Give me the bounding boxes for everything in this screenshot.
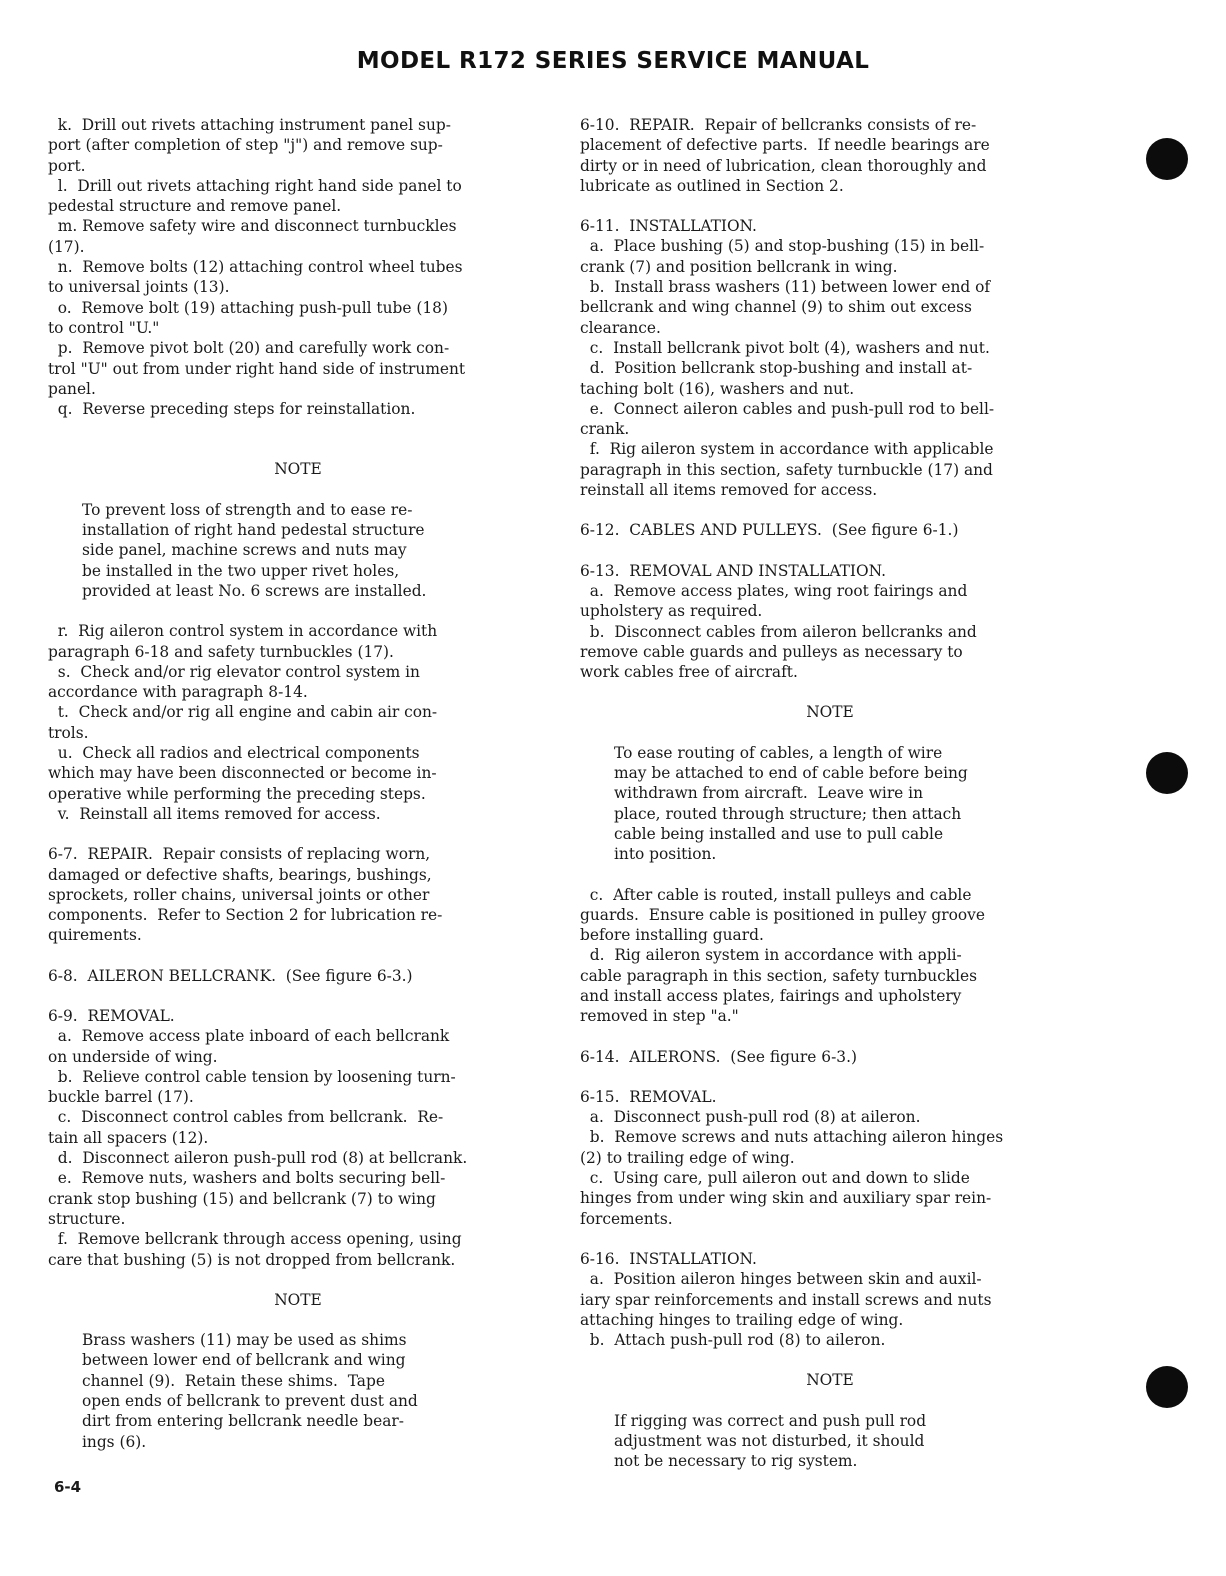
text-line: b. Disconnect cables from aileron bellcranks and: [580, 622, 977, 641]
text-line: hinges from under wing skin and auxiliary spar rein-: [580, 1189, 992, 1208]
text-line: d. Rig aileron system in accordance with appli-: [580, 946, 962, 965]
text-line: d. Position bellcrank stop-bushing and install at-: [580, 359, 973, 378]
text-line: f. Remove bellcrank through access opening, using: [48, 1230, 462, 1249]
text-line: accordance with paragraph 8-14.: [48, 683, 308, 702]
binder-hole: [1146, 752, 1188, 794]
text-line: panel.: [48, 379, 96, 398]
text-line: trol "U" out from under right hand side of instrument: [48, 359, 466, 378]
paragraph-gap: [48, 601, 548, 621]
note-text-line: installation of right hand pedestal structure: [82, 521, 425, 540]
text-line: c. Install bellcrank pivot bolt (4), washers and nut.: [580, 338, 990, 357]
paragraph-gap: [580, 865, 1080, 885]
paragraph-gap: [48, 824, 548, 844]
note-heading: NOTE: [806, 703, 854, 722]
text-line: crank.: [580, 420, 630, 439]
note-text-line: provided at least No. 6 screws are installed.: [82, 581, 427, 600]
note-text-line: To prevent loss of strength and to ease re-: [82, 500, 413, 519]
text-line: care that bushing (5) is not dropped from bellcrank.: [48, 1250, 456, 1269]
note-text-line: adjustment was not disturbed, it should: [614, 1432, 925, 1451]
text-line: e. Remove nuts, washers and bolts securing bell-: [48, 1169, 446, 1188]
text-line: work cables free of aircraft.: [580, 663, 798, 682]
text-line: cable paragraph in this section, safety turnbuckles: [580, 966, 978, 985]
text-line: 6-13. REMOVAL AND INSTALLATION.: [580, 561, 886, 580]
text-line: b. Install brass washers (11) between lower end of: [580, 278, 991, 297]
note-text-line: If rigging was correct and push pull rod: [614, 1411, 927, 1430]
paragraph-gap: [48, 1310, 548, 1330]
text-line: c. After cable is routed, install pulleys and cable: [580, 885, 972, 904]
text-line: b. Remove screws and nuts attaching aileron hinges: [580, 1128, 1004, 1147]
note-text-line: To ease routing of cables, a length of wire: [614, 743, 943, 762]
text-line: q. Reverse preceding steps for reinstallation.: [48, 400, 416, 419]
note-text-line: ings (6).: [82, 1432, 147, 1451]
note-heading: NOTE: [806, 1371, 854, 1390]
paragraph-gap: [48, 439, 548, 459]
paragraph-gap: [580, 1229, 1080, 1249]
text-line: buckle barrel (17).: [48, 1088, 194, 1107]
page-number: 6-4: [54, 1478, 82, 1496]
text-line: paragraph in this section, safety turnbuckle (17) and: [580, 460, 993, 479]
text-line: port.: [48, 156, 86, 175]
text-line: 6-12. CABLES AND PULLEYS. (See figure 6-1.): [580, 521, 959, 540]
text-line: 6-9. REMOVAL.: [48, 1006, 175, 1025]
text-line: crank stop bushing (15) and bellcrank (7) to wing: [48, 1189, 436, 1208]
text-line: a. Disconnect push-pull rod (8) at aileron.: [580, 1108, 921, 1127]
text-line: iary spar reinforcements and install screws and nuts: [580, 1290, 992, 1309]
paragraph-gap: [48, 946, 548, 966]
text-line: and install access plates, fairings and upholstery: [580, 986, 962, 1005]
text-line: paragraph 6-18 and safety turnbuckles (17).: [48, 642, 394, 661]
note-text-line: Brass washers (11) may be used as shims: [82, 1331, 407, 1350]
text-line: a. Remove access plate inboard of each bellcrank: [48, 1027, 450, 1046]
text-line: reinstall all items removed for access.: [580, 481, 878, 500]
text-line: tain all spacers (12).: [48, 1128, 209, 1147]
text-line: upholstery as required.: [580, 602, 763, 621]
text-line: 6-14. AILERONS. (See figure 6-3.): [580, 1047, 857, 1066]
paragraph-gap: [48, 986, 548, 1006]
page-header: MODEL R172 SERIES SERVICE MANUAL: [356, 48, 870, 74]
text-line: b. Attach push-pull rod (8) to aileron.: [580, 1331, 886, 1350]
text-line: p. Remove pivot bolt (20) and carefully work con-: [48, 339, 450, 358]
text-line: removed in step "a.": [580, 1007, 739, 1026]
text-line: a. Place bushing (5) and stop-bushing (15) in bell-: [580, 237, 985, 256]
text-line: bellcrank and wing channel (9) to shim out excess: [580, 298, 972, 317]
text-line: clearance.: [580, 318, 661, 337]
note-text-line: side panel, machine screws and nuts may: [82, 541, 407, 560]
text-line: (17).: [48, 237, 85, 256]
text-line: c. Using care, pull aileron out and down to slide: [580, 1169, 970, 1188]
text-line: guards. Ensure cable is positioned in pulley groove: [580, 905, 985, 924]
note-text-line: dirt from entering bellcrank needle bear-: [82, 1412, 404, 1431]
text-line: e. Connect aileron cables and push-pull rod to bell-: [580, 399, 995, 418]
text-line: sprockets, roller chains, universal joints or other: [48, 885, 430, 904]
paragraph-gap: [580, 1027, 1080, 1047]
text-line: 6-11. INSTALLATION.: [580, 217, 757, 236]
text-line: n. Remove bolts (12) attaching control wheel tubes: [48, 258, 463, 277]
note-text-line: withdrawn from aircraft. Leave wire in: [614, 784, 924, 803]
note-text-line: channel (9). Retain these shims. Tape: [82, 1371, 385, 1390]
note-text-line: cable being installed and use to pull cable: [614, 824, 944, 843]
binder-hole: [1146, 138, 1188, 180]
note-text-line: not be necessary to rig system.: [614, 1452, 858, 1471]
paragraph-gap: [580, 196, 1080, 216]
note-heading: NOTE: [274, 460, 322, 479]
text-line: 6-15. REMOVAL.: [580, 1087, 717, 1106]
text-line: (2) to trailing edge of wing.: [580, 1148, 795, 1167]
text-line: pedestal structure and remove panel.: [48, 197, 342, 216]
paragraph-gap: [48, 1270, 548, 1290]
note-text-line: be installed in the two upper rivet holes,: [82, 561, 400, 580]
text-line: to control "U.": [48, 318, 160, 337]
note-text-line: may be attached to end of cable before being: [614, 764, 968, 783]
text-line: l. Drill out rivets attaching right hand side panel to: [48, 176, 462, 195]
text-line: c. Disconnect control cables from bellcrank. Re-: [48, 1108, 444, 1127]
text-line: remove cable guards and pulleys as necessary to: [580, 642, 963, 661]
paragraph-gap: [48, 480, 548, 500]
text-line: v. Reinstall all items removed for access.: [48, 804, 381, 823]
text-line: on underside of wing.: [48, 1047, 218, 1066]
text-line: o. Remove bolt (19) attaching push-pull tube (18): [48, 298, 448, 317]
text-line: port (after completion of step "j") and remove sup-: [48, 136, 443, 155]
text-line: k. Drill out rivets attaching instrument panel sup-: [48, 116, 451, 134]
text-line: components. Refer to Section 2 for lubrication re-: [48, 906, 443, 925]
text-line: placement of defective parts. If needle bearings are: [580, 136, 990, 155]
paragraph-gap: [580, 682, 1080, 702]
text-line: attaching hinges to trailing edge of wing.: [580, 1310, 904, 1329]
text-line: t. Check and/or rig all engine and cabin air con-: [48, 703, 438, 722]
text-line: to universal joints (13).: [48, 278, 230, 297]
text-line: structure.: [48, 1209, 126, 1228]
text-line: r. Rig aileron control system in accordance with: [48, 622, 438, 641]
text-line: s. Check and/or rig elevator control system in: [48, 662, 420, 681]
note-text-line: place, routed through structure; then attach: [614, 804, 962, 823]
text-line: operative while performing the preceding steps.: [48, 784, 426, 803]
text-line: forcements.: [580, 1209, 673, 1228]
left-column: [48, 115, 548, 1452]
paragraph-gap: [580, 1067, 1080, 1087]
text-line: trols.: [48, 723, 89, 742]
text-line: quirements.: [48, 926, 142, 945]
right-column: [580, 115, 1080, 1472]
text-line: 6-16. INSTALLATION.: [580, 1249, 757, 1268]
text-line: 6-7. REPAIR. Repair consists of replacing worn,: [48, 845, 431, 864]
text-line: taching bolt (16), washers and nut.: [580, 379, 855, 398]
text-line: f. Rig aileron system in accordance with applicable: [580, 440, 994, 459]
note-text-line: open ends of bellcrank to prevent dust and: [82, 1392, 418, 1411]
text-line: d. Disconnect aileron push-pull rod (8) at bellcrank.: [48, 1149, 468, 1168]
note-heading: NOTE: [274, 1290, 322, 1309]
paragraph-gap: [580, 723, 1080, 743]
text-line: lubricate as outlined in Section 2.: [580, 176, 844, 195]
text-line: a. Position aileron hinges between skin and auxil-: [580, 1270, 982, 1289]
paragraph-gap: [580, 541, 1080, 561]
text-line: damaged or defective shafts, bearings, bushings,: [48, 865, 432, 884]
paragraph-gap: [580, 1350, 1080, 1370]
text-line: before installing guard.: [580, 926, 764, 945]
binder-hole: [1146, 1366, 1188, 1408]
text-line: 6-8. AILERON BELLCRANK. (See figure 6-3.): [48, 966, 413, 985]
text-line: u. Check all radios and electrical components: [48, 744, 420, 763]
paragraph-gap: [48, 419, 548, 439]
paragraph-gap: [580, 500, 1080, 520]
note-text-line: between lower end of bellcrank and wing: [82, 1351, 406, 1370]
text-line: m. Remove safety wire and disconnect turnbuckles: [48, 217, 457, 236]
text-line: b. Relieve control cable tension by loosening turn-: [48, 1067, 456, 1086]
text-line: which may have been disconnected or become in-: [48, 764, 437, 783]
paragraph-gap: [580, 1391, 1080, 1411]
text-line: crank (7) and position bellcrank in wing.: [580, 257, 898, 276]
text-line: dirty or in need of lubrication, clean thoroughly and: [580, 156, 987, 175]
text-line: 6-10. REPAIR. Repair of bellcranks consists of re-: [580, 116, 977, 134]
text-line: a. Remove access plates, wing root fairings and: [580, 581, 968, 600]
note-text-line: into position.: [614, 845, 717, 864]
